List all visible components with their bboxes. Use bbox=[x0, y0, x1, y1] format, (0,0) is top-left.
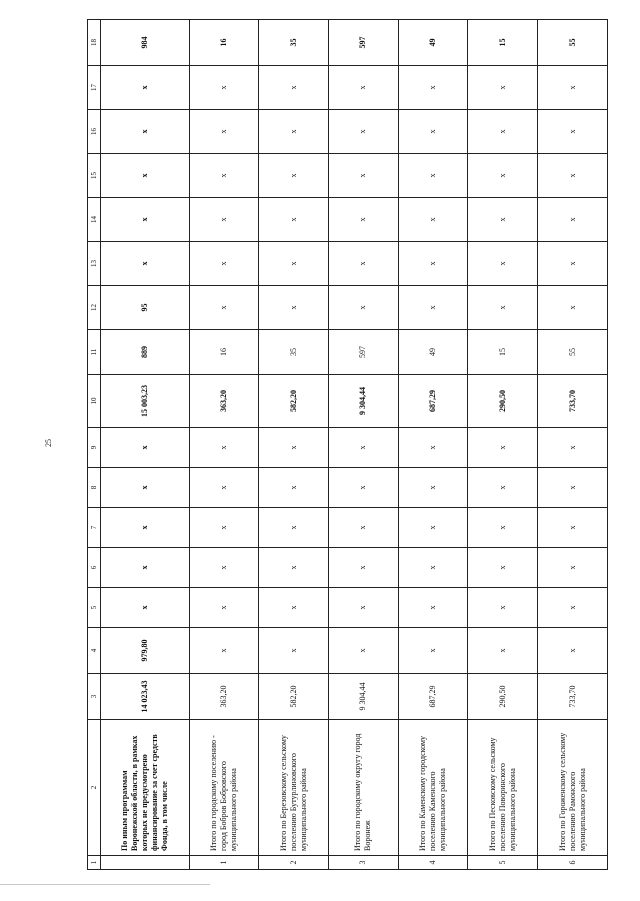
table-cell: x bbox=[189, 110, 259, 154]
table-cell: 16 bbox=[189, 20, 259, 66]
row-number-cell: 4 bbox=[398, 856, 468, 870]
table-cell: x bbox=[329, 468, 399, 508]
table-cell: x bbox=[398, 508, 468, 548]
table-cell: x bbox=[398, 588, 468, 628]
table-cell: x bbox=[189, 242, 259, 286]
table-cell: x bbox=[101, 198, 189, 242]
table-row bbox=[538, 20, 608, 870]
row-name-cell: Итого по Песковскому сельскому поселению Поворинского муниципального района bbox=[468, 720, 538, 856]
table-row bbox=[259, 20, 329, 870]
table-cell: x bbox=[189, 468, 259, 508]
table-cell: x bbox=[101, 428, 189, 468]
page-number: 25 bbox=[44, 439, 53, 447]
table-cell: x bbox=[101, 110, 189, 154]
table-cell: x bbox=[538, 66, 608, 110]
table-cell: x bbox=[468, 628, 538, 674]
table-cell: x bbox=[259, 66, 329, 110]
table-cell: 687,29 bbox=[398, 375, 468, 428]
column-number-row bbox=[88, 20, 101, 870]
table-cell: x bbox=[259, 154, 329, 198]
table-cell: x bbox=[101, 508, 189, 548]
table-cell: x bbox=[189, 588, 259, 628]
table-cell: 55 bbox=[538, 330, 608, 375]
table-cell: 582,20 bbox=[259, 375, 329, 428]
row-number-cell bbox=[101, 856, 189, 870]
table-cell: 290,50 bbox=[468, 674, 538, 720]
table-cell: 15 bbox=[468, 330, 538, 375]
table-cell: x bbox=[398, 198, 468, 242]
table-cell: x bbox=[538, 198, 608, 242]
table-cell: x bbox=[538, 242, 608, 286]
row-number-cell: 1 bbox=[189, 856, 259, 870]
table-cell: x bbox=[259, 588, 329, 628]
table-cell: x bbox=[259, 286, 329, 330]
column-number: 10 bbox=[88, 375, 101, 428]
table-cell: x bbox=[398, 154, 468, 198]
table-cell: 733,70 bbox=[538, 674, 608, 720]
table-cell: x bbox=[101, 548, 189, 588]
column-number: 1 bbox=[88, 856, 101, 870]
table-cell: x bbox=[468, 508, 538, 548]
table-cell: x bbox=[398, 628, 468, 674]
table-cell: x bbox=[398, 110, 468, 154]
row-number-cell: 2 bbox=[259, 856, 329, 870]
column-number: 11 bbox=[88, 330, 101, 375]
table-cell: x bbox=[468, 198, 538, 242]
table-cell: x bbox=[189, 428, 259, 468]
table-cell: x bbox=[101, 154, 189, 198]
table-cell: 15 003,23 bbox=[101, 375, 189, 428]
table-cell: x bbox=[468, 110, 538, 154]
table-cell: x bbox=[538, 286, 608, 330]
table-cell: 687,29 bbox=[398, 674, 468, 720]
table-cell: x bbox=[468, 468, 538, 508]
table-cell: x bbox=[189, 66, 259, 110]
table-cell: x bbox=[329, 286, 399, 330]
table-cell: 9 304,44 bbox=[329, 674, 399, 720]
column-number: 17 bbox=[88, 66, 101, 110]
table-cell: 597 bbox=[329, 20, 399, 66]
table-cell: x bbox=[101, 66, 189, 110]
table-cell: x bbox=[189, 198, 259, 242]
table-cell: x bbox=[538, 508, 608, 548]
table-cell: x bbox=[101, 588, 189, 628]
table-cell: x bbox=[329, 154, 399, 198]
column-number: 2 bbox=[88, 720, 101, 856]
column-number: 14 bbox=[88, 198, 101, 242]
row-name-cell: Итого по Каменскому городскому поселению Каменского муниципального района bbox=[398, 720, 468, 856]
table-cell: x bbox=[329, 588, 399, 628]
table-cell: 9 304,44 bbox=[329, 375, 399, 428]
column-number: 13 bbox=[88, 242, 101, 286]
table-cell: x bbox=[468, 428, 538, 468]
table-cell: x bbox=[468, 588, 538, 628]
table-cell: x bbox=[259, 110, 329, 154]
row-name-cell: Итого по городскому округу город Воронеж bbox=[329, 720, 399, 856]
column-number: 15 bbox=[88, 154, 101, 198]
table-cell: x bbox=[189, 628, 259, 674]
data-table bbox=[87, 19, 608, 870]
table-cell: 363,20 bbox=[189, 375, 259, 428]
table-cell: x bbox=[189, 154, 259, 198]
table-cell: 49 bbox=[398, 20, 468, 66]
table-cell: x bbox=[189, 548, 259, 588]
table-cell: x bbox=[329, 110, 399, 154]
table-cell: x bbox=[468, 286, 538, 330]
table-cell: x bbox=[259, 468, 329, 508]
column-number: 5 bbox=[88, 588, 101, 628]
table-cell: x bbox=[189, 508, 259, 548]
table-cell: x bbox=[259, 548, 329, 588]
scan-edge-line bbox=[0, 884, 210, 885]
table-cell: x bbox=[189, 286, 259, 330]
table-cell: x bbox=[468, 548, 538, 588]
table-cell: x bbox=[101, 468, 189, 508]
column-number: 18 bbox=[88, 20, 101, 66]
column-number: 3 bbox=[88, 674, 101, 720]
table-cell: 984 bbox=[101, 20, 189, 66]
table-cell: x bbox=[538, 428, 608, 468]
column-number: 16 bbox=[88, 110, 101, 154]
table-cell: x bbox=[329, 628, 399, 674]
row-number-cell: 5 bbox=[468, 856, 538, 870]
table-cell: x bbox=[398, 548, 468, 588]
table-cell: x bbox=[329, 508, 399, 548]
table-cell: 733,70 bbox=[538, 375, 608, 428]
row-number-cell: 3 bbox=[329, 856, 399, 870]
table-row bbox=[398, 20, 468, 870]
table-cell: x bbox=[101, 242, 189, 286]
column-number: 4 bbox=[88, 628, 101, 674]
table-cell: x bbox=[468, 242, 538, 286]
row-name-cell: Итого по Гороженскому сельскому поселению Рамонского муниципального района bbox=[538, 720, 608, 856]
table-cell: 14 023,43 bbox=[101, 674, 189, 720]
table-cell: x bbox=[538, 628, 608, 674]
table-cell: x bbox=[329, 198, 399, 242]
table-cell: x bbox=[398, 66, 468, 110]
table-cell: x bbox=[538, 154, 608, 198]
table-row bbox=[468, 20, 538, 870]
table-cell: x bbox=[259, 428, 329, 468]
table-cell: 15 bbox=[468, 20, 538, 66]
table-cell: 16 bbox=[189, 330, 259, 375]
table-cell: 49 bbox=[398, 330, 468, 375]
table-cell: x bbox=[398, 428, 468, 468]
table-cell: 582,20 bbox=[259, 674, 329, 720]
table-cell: x bbox=[538, 468, 608, 508]
column-number: 7 bbox=[88, 508, 101, 548]
table-cell: 55 bbox=[538, 20, 608, 66]
table-cell: x bbox=[259, 508, 329, 548]
table-cell: x bbox=[259, 198, 329, 242]
row-name-cell: Итого по Березовскому сельскому поселению Бутурлиновского муниципального района bbox=[259, 720, 329, 856]
table-row bbox=[329, 20, 399, 870]
table-cell: x bbox=[538, 110, 608, 154]
table-cell: x bbox=[259, 628, 329, 674]
table-cell: x bbox=[468, 66, 538, 110]
table-cell: x bbox=[398, 242, 468, 286]
column-number: 8 bbox=[88, 468, 101, 508]
table-cell: x bbox=[468, 154, 538, 198]
column-number: 12 bbox=[88, 286, 101, 330]
table-cell: 889 bbox=[101, 330, 189, 375]
table-cell: x bbox=[329, 548, 399, 588]
table-cell: x bbox=[329, 242, 399, 286]
table-cell: 597 bbox=[329, 330, 399, 375]
column-number: 6 bbox=[88, 548, 101, 588]
table-row-summary bbox=[101, 20, 189, 870]
rotated-table-container bbox=[87, 20, 608, 870]
table-cell: 35 bbox=[259, 330, 329, 375]
table-cell: 95 bbox=[101, 286, 189, 330]
table-cell: 979,80 bbox=[101, 628, 189, 674]
row-name-cell: Итого по городскому поселению - город Бобров Бобровского муниципального района bbox=[189, 720, 259, 856]
table-row bbox=[189, 20, 259, 870]
table-cell: x bbox=[398, 468, 468, 508]
table-cell: x bbox=[538, 588, 608, 628]
table-cell: 363,20 bbox=[189, 674, 259, 720]
table-cell: 35 bbox=[259, 20, 329, 66]
row-name-cell: По иным программам Воронежской области, в рамках которых не предусмотрено финансирование за счет средств Фонда, в том числе bbox=[101, 720, 189, 856]
table-cell: x bbox=[538, 548, 608, 588]
table-cell: x bbox=[329, 428, 399, 468]
table-cell: 290,50 bbox=[468, 375, 538, 428]
column-number: 9 bbox=[88, 428, 101, 468]
table-cell: x bbox=[398, 286, 468, 330]
table-cell: x bbox=[329, 66, 399, 110]
row-number-cell: 6 bbox=[538, 856, 608, 870]
table-cell: x bbox=[259, 242, 329, 286]
